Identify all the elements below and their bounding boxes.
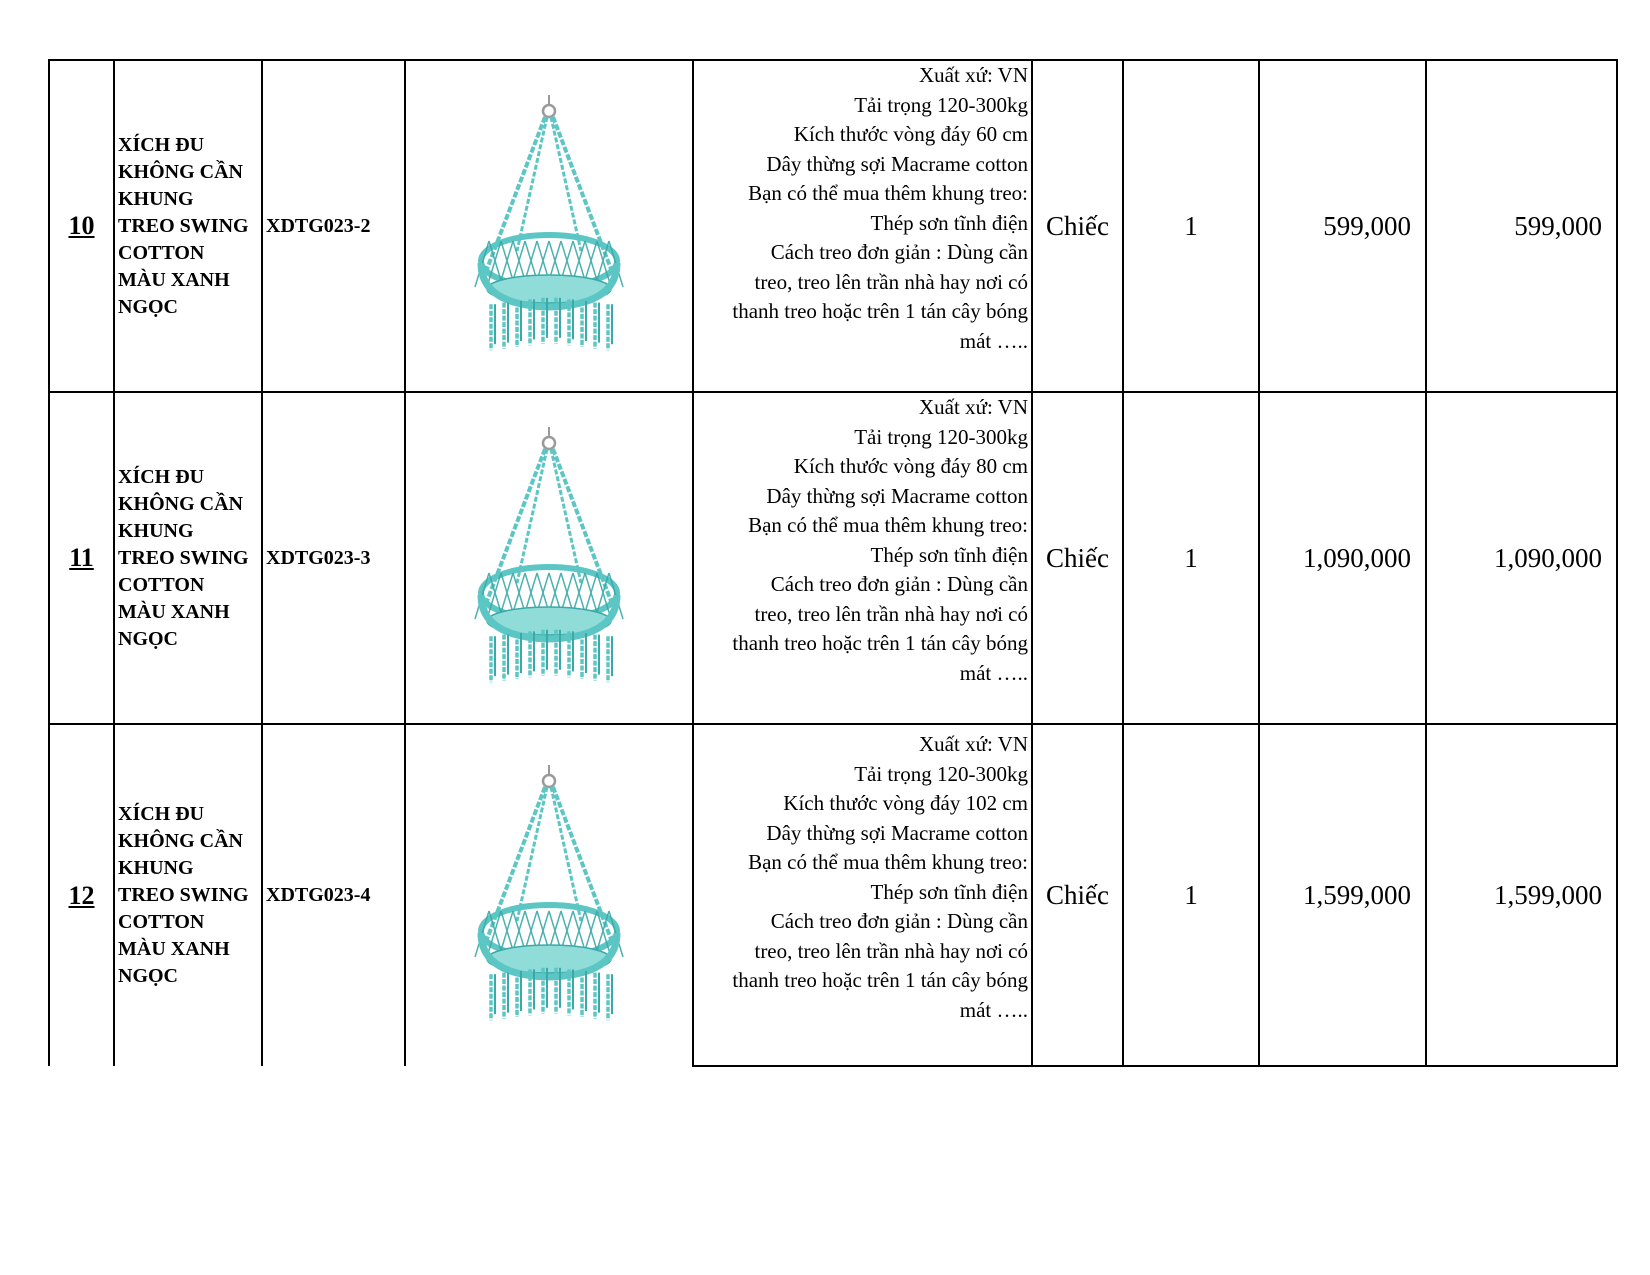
product-name-line: TREO SWING xyxy=(118,546,249,569)
product-image-cell xyxy=(405,60,693,392)
hanging-swing-chair-image xyxy=(459,91,639,361)
quantity-cell xyxy=(1123,60,1259,392)
price-table-container xyxy=(48,59,1608,1067)
product-description xyxy=(694,61,1031,391)
description-line: Kích thước vòng đáy 80 cm xyxy=(793,454,1028,478)
description-line: Cách treo đơn giản : Dùng cần xyxy=(770,909,1028,933)
total-cell xyxy=(1426,724,1617,1066)
product-code-cell xyxy=(262,724,405,1066)
unit-price-cell xyxy=(1259,392,1426,724)
description-line: mát ….. xyxy=(959,328,1028,353)
quantity: 1 xyxy=(1184,879,1198,910)
product-description-cell xyxy=(693,724,1032,1066)
table-row xyxy=(49,724,1617,1066)
product-name-line: COTTON xyxy=(118,911,205,933)
product-name-line: MÀU XANH xyxy=(118,600,230,623)
total-price: 599,000 xyxy=(1514,210,1602,241)
product-name-line: NGỌC xyxy=(118,295,178,318)
row-number-cell xyxy=(49,392,114,724)
description-line: Bạn có thể mua thêm khung treo: xyxy=(748,513,1028,537)
product-name xyxy=(115,801,261,990)
description-line: Xuất xứ: VN xyxy=(919,63,1028,87)
description-line: thanh treo hoặc trên 1 tán cây bóng xyxy=(732,299,1028,323)
row-number: 10 xyxy=(68,211,95,240)
product-name-line: NGỌC xyxy=(118,627,178,650)
product-name-line: XÍCH ĐU xyxy=(118,133,205,156)
product-code-cell xyxy=(262,60,405,392)
product-name xyxy=(115,132,261,321)
unit: Chiếc xyxy=(1046,879,1109,910)
total-price: 1,599,000 xyxy=(1494,879,1602,910)
product-description-cell xyxy=(693,60,1032,392)
unit-price-cell xyxy=(1259,724,1426,1066)
unit-cell xyxy=(1032,60,1123,392)
quantity-cell xyxy=(1123,724,1259,1066)
description-line: Dây thừng sợi Macrame cotton xyxy=(766,820,1028,845)
description-line: Tải trọng 120-300kg xyxy=(854,92,1028,117)
product-name-line: COTTON xyxy=(118,573,205,596)
unit-cell xyxy=(1032,392,1123,724)
row-number-cell xyxy=(49,724,114,1066)
unit-price: 1,090,000 xyxy=(1303,542,1411,573)
product-name-line: TREO SWING xyxy=(118,214,249,237)
description-line: Xuất xứ: VN xyxy=(919,395,1028,419)
description-line: thanh treo hoặc trên 1 tán cây bóng xyxy=(732,631,1028,655)
product-description xyxy=(694,730,1031,1060)
description-line: Xuất xứ: VN xyxy=(919,732,1028,756)
product-name-line: KHUNG xyxy=(118,187,194,210)
product-name-line: MÀU XANH xyxy=(118,268,230,291)
row-number: 12 xyxy=(68,880,95,910)
product-name-line: KHÔNG CẦN xyxy=(118,830,243,852)
product-name-cell xyxy=(114,392,262,724)
product-image-cell xyxy=(405,392,693,724)
row-number: 11 xyxy=(69,543,94,572)
description-line: Tải trọng 120-300kg xyxy=(854,761,1028,786)
product-name-line: KHÔNG CẦN xyxy=(118,160,243,183)
hanging-swing-chair-image xyxy=(459,761,639,1031)
product-name-line: KHÔNG CẦN xyxy=(118,492,243,515)
hanging-swing-chair-image xyxy=(459,423,639,693)
product-name-line: MÀU XANH xyxy=(118,938,230,960)
product-name xyxy=(115,464,261,653)
product-name-line: XÍCH ĐU xyxy=(118,465,205,488)
description-line: Kích thước vòng đáy 60 cm xyxy=(793,122,1028,146)
description-line: Kích thước vòng đáy 102 cm xyxy=(783,791,1028,815)
product-name-line: KHUNG xyxy=(118,519,194,542)
product-name-cell xyxy=(114,724,262,1066)
description-line: Cách treo đơn giản : Dùng cần xyxy=(770,240,1028,264)
product-image-cell xyxy=(405,724,693,1066)
description-line: mát ….. xyxy=(959,997,1028,1022)
description-line: treo, treo lên trần nhà hay nơi có xyxy=(754,938,1028,963)
description-line: treo, treo lên trần nhà hay nơi có xyxy=(754,601,1028,626)
description-line: Cách treo đơn giản : Dùng cần xyxy=(770,572,1028,596)
description-line: mát ….. xyxy=(959,660,1028,685)
description-line: Tải trọng 120-300kg xyxy=(854,424,1028,449)
table-row xyxy=(49,60,1617,392)
product-code: XDTG023-2 xyxy=(266,214,371,237)
unit: Chiếc xyxy=(1046,542,1109,573)
product-name-line: TREO SWING xyxy=(118,884,249,906)
product-name-line: COTTON xyxy=(118,241,205,264)
unit-price: 1,599,000 xyxy=(1303,879,1411,910)
product-name-line: KHUNG xyxy=(118,857,194,879)
total-cell xyxy=(1426,392,1617,724)
product-code: XDTG023-3 xyxy=(266,546,371,569)
description-line: thanh treo hoặc trên 1 tán cây bóng xyxy=(732,968,1028,992)
product-description xyxy=(694,393,1031,723)
total-price: 1,090,000 xyxy=(1494,542,1602,573)
unit-cell xyxy=(1032,724,1123,1066)
row-number-cell xyxy=(49,60,114,392)
product-description-cell xyxy=(693,392,1032,724)
total-cell xyxy=(1426,60,1617,392)
description-line: Thép sơn tĩnh điện xyxy=(870,879,1028,904)
table-row xyxy=(49,392,1617,724)
unit-price-cell xyxy=(1259,60,1426,392)
product-name-cell xyxy=(114,60,262,392)
product-price-table xyxy=(48,59,1618,1067)
description-line: treo, treo lên trần nhà hay nơi có xyxy=(754,269,1028,294)
description-line: Dây thừng sợi Macrame cotton xyxy=(766,483,1028,508)
quantity: 1 xyxy=(1184,542,1198,573)
description-line: Bạn có thể mua thêm khung treo: xyxy=(748,181,1028,205)
product-code-cell xyxy=(262,392,405,724)
quantity-cell xyxy=(1123,392,1259,724)
product-name-line: NGỌC xyxy=(118,965,178,987)
description-line: Thép sơn tĩnh điện xyxy=(870,542,1028,567)
product-code: XDTG023-4 xyxy=(266,884,371,906)
description-line: Bạn có thể mua thêm khung treo: xyxy=(748,850,1028,874)
unit: Chiếc xyxy=(1046,210,1109,241)
product-name-line: XÍCH ĐU xyxy=(118,803,205,825)
unit-price: 599,000 xyxy=(1323,210,1411,241)
quantity: 1 xyxy=(1184,210,1198,241)
description-line: Thép sơn tĩnh điện xyxy=(870,210,1028,235)
description-line: Dây thừng sợi Macrame cotton xyxy=(766,151,1028,176)
